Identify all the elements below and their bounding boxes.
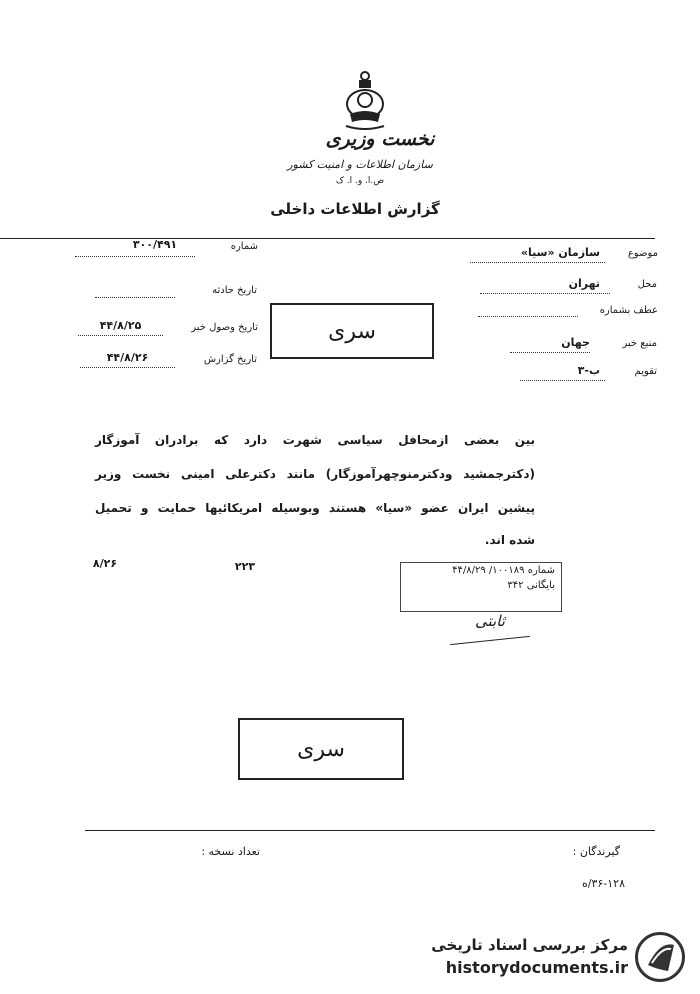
archive-url: historydocuments.ir [445, 958, 628, 977]
copies-label: تعداد نسخه : [201, 845, 260, 858]
receipt-archive: بایگانی ۳۴۲ [507, 580, 555, 591]
evaluation-dotted-line [520, 380, 605, 381]
report-title: گزارش اطلاعات داخلی [270, 200, 440, 218]
location-value: تهران [568, 277, 600, 290]
classification-stamp-top: سری [270, 303, 434, 359]
number-value: ۳۰۰/۴۹۱ [132, 238, 178, 251]
footer-divider [85, 830, 655, 831]
body-line-1: بین بعضی ازمحافل سیاسی شهرت دارد که برادران آموزگار [95, 433, 535, 447]
evaluation-label: تقویم [634, 366, 657, 377]
location-label: محل [637, 279, 657, 290]
number-label: شماره [230, 241, 258, 252]
report-date-value: ۴۴/۸/۲۶ [106, 351, 149, 364]
source-label: منبع خبر [622, 338, 657, 349]
archive-logo-icon [635, 932, 685, 982]
incident-date-label: تاریخ حادثه [212, 285, 257, 296]
news-received-value: ۴۴/۸/۲۵ [99, 319, 142, 332]
classification-stamp-bottom: سری [238, 718, 404, 780]
number-dotted-line [75, 256, 195, 257]
lion-and-sun-emblem [340, 70, 390, 134]
body-line-3: پیشین ایران عضو «سیا» هستند وبوسیله امریکائیها حمایت و تحمیل [95, 501, 535, 515]
source-dotted-line [510, 352, 590, 353]
form-code: ۳۶-۱۲۸/ه [582, 877, 625, 890]
reference-dotted-line [478, 316, 578, 317]
evaluation-value: ب-۳ [577, 364, 600, 377]
report-date-dotted-line [80, 367, 175, 368]
archive-name: مرکز بررسی اسناد تاریخی [431, 936, 628, 954]
body-line-2: (دکترجمشید ودکترمنوچهرآموزگار) مانند دکترعلی امینی نخست وزیر [95, 467, 535, 481]
news-received-label: تاریخ وصول خبر [191, 322, 258, 333]
organization-code: ص.ا. و. ا. ک [335, 176, 385, 186]
subject-label: موضوع [627, 248, 658, 259]
reference-label: عطف بشماره [599, 305, 658, 316]
organization-name: سازمان اطلاعات و امنیت کشور [287, 158, 433, 171]
signature-stroke [450, 636, 530, 645]
receipt-stamp [400, 562, 562, 612]
receipt-number: شماره ۱۰۰۱۸۹/ ۴۴/۸/۲۹ [452, 565, 555, 576]
handwritten-signature: ثابتی [475, 612, 505, 630]
incident-date-dotted-line [95, 297, 175, 298]
subject-value: سازمان «سیا» [520, 246, 600, 259]
recipients-label: گیرندگان : [572, 845, 620, 858]
report-date-label: تاریخ گزارش [203, 354, 257, 365]
ministry-name: نخست وزیری [325, 128, 435, 150]
reference-code: ۲۲۳ [234, 560, 256, 573]
reference-date: ۸/۲۶ [92, 557, 118, 570]
news-received-dotted-line [78, 335, 163, 336]
subject-dotted-line [470, 262, 605, 263]
header-divider [0, 238, 655, 239]
location-dotted-line [480, 293, 610, 294]
body-line-4: شده اند. [484, 533, 535, 547]
source-value: جهان [561, 336, 590, 349]
